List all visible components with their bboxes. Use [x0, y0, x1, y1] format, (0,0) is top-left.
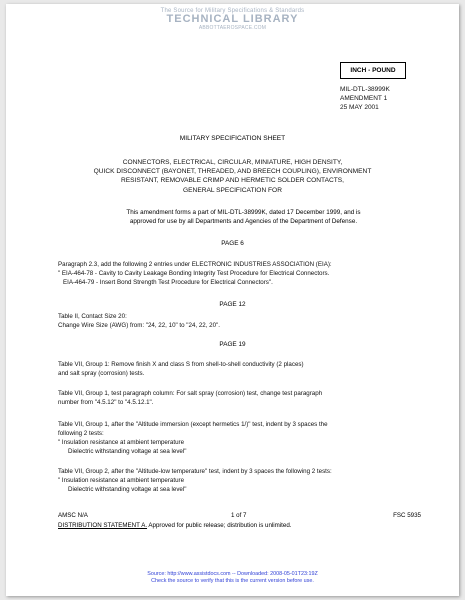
- para-line: Paragraph 2.3, add the following 2 entries under ELECTRONIC INDUSTRIES ASSOCIATION (EIA):: [58, 261, 332, 268]
- page19-paragraph-3: [58, 420, 418, 456]
- page12-paragraph: [58, 312, 418, 330]
- spec-number: MIL-DTL-38999K: [340, 86, 390, 93]
- para-line: Table VII, Group 2, after the "Altitude-low temperature" test, indent by 3 spaces the following 2 tests:: [58, 468, 332, 475]
- distribution-statement: [58, 522, 292, 529]
- page19-paragraph-4: [58, 467, 418, 494]
- para-line: Table VII, Group 1, after the "Altitude immersion (except hermetics 1/)" test, indent by 3 spaces the: [58, 421, 328, 428]
- spec-identifier: [340, 85, 390, 112]
- amsc-code: AMSC N/A: [58, 512, 88, 519]
- para-line: EIA-464-79 - Insert Bond Strength Test Procedure for Electrical Connectors".: [63, 279, 273, 286]
- title-line: RESISTANT, REMOVABLE CRIMP AND HERMETIC SOLDER CONTACTS,: [121, 177, 344, 185]
- document-title: [46, 158, 419, 195]
- amendment-date: 25 MAY 2001: [340, 104, 379, 111]
- section-heading-page12: PAGE 12: [219, 301, 246, 308]
- watermark-title: TECHNICAL LIBRARY: [166, 13, 299, 25]
- para-line: Table II, Contact Size 20:: [58, 313, 127, 320]
- para-line: and salt spray (corrosion) tests.: [58, 370, 145, 377]
- section-heading-page19: PAGE 19: [219, 341, 246, 348]
- watermark-tagline: The Source for Military Specifications & Standards: [160, 8, 305, 14]
- page-number: 1 of 7: [231, 512, 247, 519]
- title-line: QUICK DISCONNECT (BAYONET, THREADED, AND BREECH COUPLING), ENVIRONMENT: [93, 168, 372, 176]
- para-line: Table VII, Group 1: Remove finish X and class S from shell-to-shell conductivity (2 places): [58, 361, 304, 368]
- source-disclaimer: Check the source to verify that this is the current version before use.: [151, 578, 314, 584]
- source-link[interactable]: Source: http://www.assistdocs.com -- Downloaded: 2008-05-01T23:19Z: [147, 571, 318, 577]
- distribution-label: DISTRIBUTION STATEMENT A.: [58, 522, 148, 529]
- intro-line: approved for use by all Departments and Agencies of the Department of Defense.: [129, 218, 358, 226]
- page19-paragraph-2: [58, 389, 418, 407]
- fsc-code: FSC 5935: [393, 512, 421, 519]
- para-line: " EIA-464-78 - Cavity to Cavity Leakage Bonding Integrity Test Procedure for Electrical Connectors.: [58, 270, 330, 277]
- para-line: following 2 tests:: [58, 430, 104, 437]
- para-line: number from "4.5.12" to "4.5.12.1".: [58, 399, 154, 406]
- sheet-title: MILITARY SPECIFICATION SHEET: [179, 135, 286, 142]
- source-notice: [6, 571, 459, 585]
- watermark-url: ABBOTTAEROSPACE.COM: [198, 25, 267, 31]
- document-page: [6, 4, 459, 596]
- page6-paragraph: [58, 260, 418, 287]
- inch-pound-stamp: INCH - POUND: [340, 62, 406, 79]
- para-line: Dielectric withstanding voltage at sea level": [68, 448, 187, 455]
- intro-line: This amendment forms a part of MIL-DTL-38999K, dated 17 December 1999, and is: [126, 209, 361, 216]
- title-line: CONNECTORS, ELECTRICAL, CIRCULAR, MINIATURE, HIGH DENSITY,: [122, 159, 343, 166]
- para-line: " Insulation resistance at ambient temperature: [58, 439, 185, 446]
- intro-paragraph: [92, 208, 395, 227]
- distribution-text: Approved for public release; distribution is unlimited.: [147, 522, 292, 529]
- amendment-number: AMENDMENT 1: [340, 95, 388, 102]
- page19-paragraph-1: [58, 360, 418, 378]
- para-line: " Insulation resistance at ambient temperature: [58, 477, 185, 484]
- para-line: Change Wire Size (AWG) from: "24, 22, 10" to "24, 22, 20".: [58, 322, 220, 329]
- title-line: GENERAL SPECIFICATION FOR: [183, 186, 282, 194]
- watermark: [6, 8, 459, 31]
- section-heading-page6: PAGE 6: [221, 240, 244, 247]
- para-line: Table VII, Group 1, test paragraph column: For salt spray (corrosion) test, change test paragraph: [58, 390, 323, 397]
- para-line: Dielectric withstanding voltage at sea level": [68, 486, 187, 493]
